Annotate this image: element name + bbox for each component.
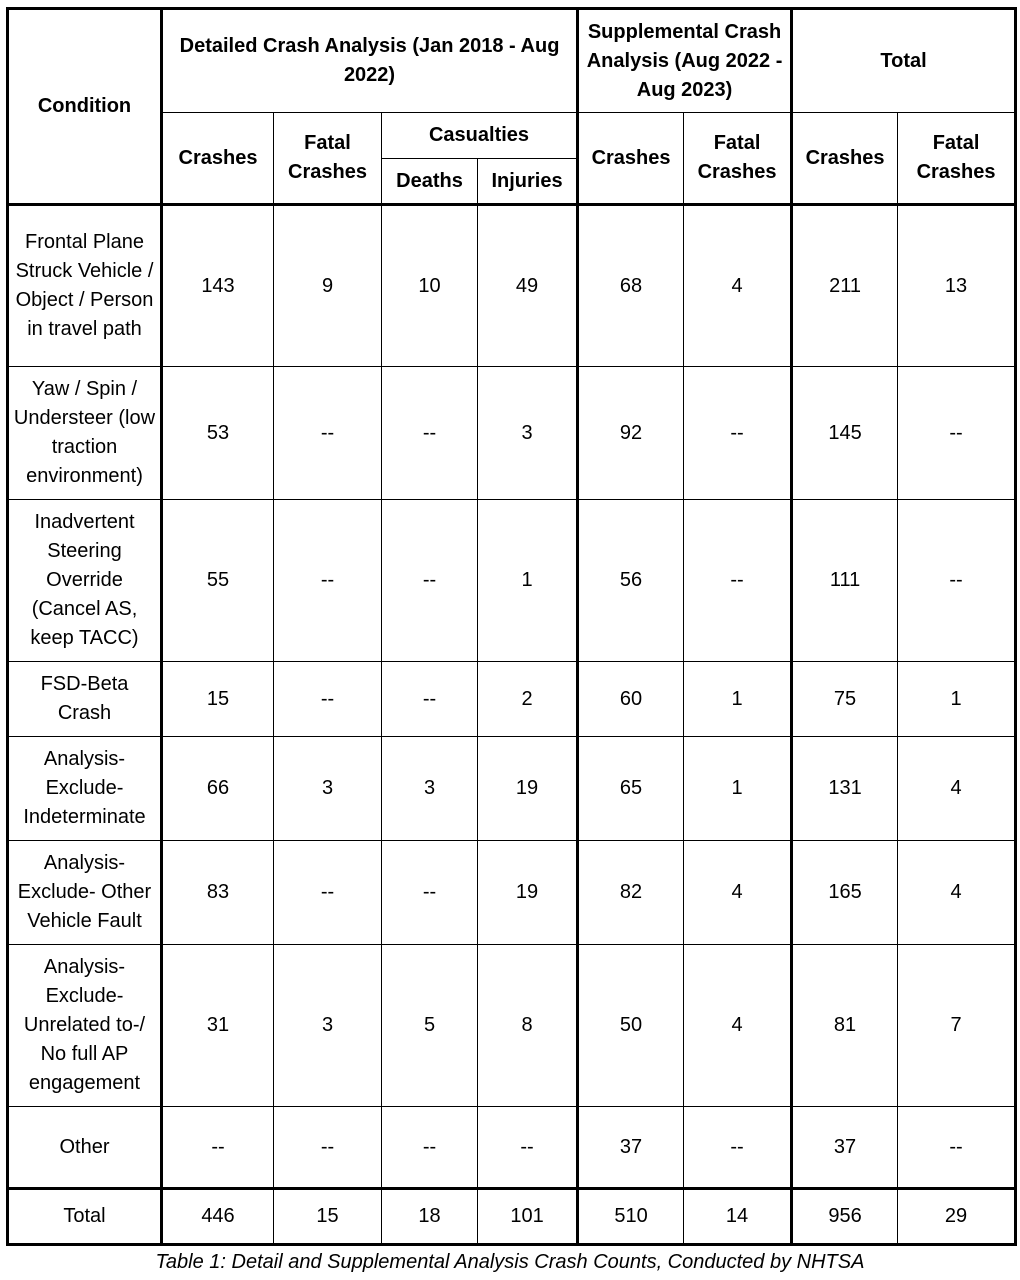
row-condition: Frontal Plane Struck Vehicle / Object / Person in travel path (8, 205, 162, 367)
cell-detailed-crashes: 66 (162, 737, 274, 841)
cell-injuries: 19 (478, 737, 578, 841)
cell-supplemental-fatal: 4 (684, 841, 792, 945)
cell-detailed-fatal: -- (274, 500, 382, 662)
cell-deaths: 18 (382, 1189, 478, 1245)
cell-deaths: 3 (382, 737, 478, 841)
header-detailed-analysis: Detailed Crash Analysis (Jan 2018 - Aug 2022) (162, 9, 578, 113)
cell-detailed-crashes: 446 (162, 1189, 274, 1245)
cell-detailed-crashes: 83 (162, 841, 274, 945)
header-condition: Condition (8, 9, 162, 205)
cell-deaths: -- (382, 662, 478, 737)
table-row (8, 945, 1016, 1107)
cell-supplemental-fatal: -- (684, 367, 792, 500)
cell-detailed-crashes: 143 (162, 205, 274, 367)
cell-supplemental-crashes: 510 (578, 1189, 684, 1245)
cell-total-fatal: 1 (898, 662, 1016, 737)
cell-injuries: 8 (478, 945, 578, 1107)
row-condition: Yaw / Spin / Understeer (low traction environment) (8, 367, 162, 500)
table-row (8, 737, 1016, 841)
table-row (8, 1107, 1016, 1189)
row-condition-total: Total (8, 1189, 162, 1245)
cell-supplemental-crashes: 82 (578, 841, 684, 945)
cell-total-crashes: 211 (792, 205, 898, 367)
cell-injuries: 101 (478, 1189, 578, 1245)
cell-detailed-fatal: 3 (274, 945, 382, 1107)
cell-detailed-fatal: -- (274, 662, 382, 737)
row-condition: Inadvertent Steering Override (Cancel AS, keep TACC) (8, 500, 162, 662)
cell-detailed-crashes: 31 (162, 945, 274, 1107)
cell-total-crashes: 81 (792, 945, 898, 1107)
table-row (8, 662, 1016, 737)
header-supplemental-crashes: Crashes (578, 113, 684, 205)
cell-supplemental-fatal: -- (684, 1107, 792, 1189)
cell-total-crashes: 111 (792, 500, 898, 662)
cell-total-crashes: 165 (792, 841, 898, 945)
header-detailed-crashes: Crashes (162, 113, 274, 205)
cell-supplemental-fatal: 4 (684, 205, 792, 367)
cell-supplemental-crashes: 68 (578, 205, 684, 367)
cell-total-fatal: -- (898, 1107, 1016, 1189)
table-total-row (8, 1189, 1016, 1245)
cell-total-crashes: 75 (792, 662, 898, 737)
header-deaths: Deaths (382, 159, 478, 205)
cell-injuries: 3 (478, 367, 578, 500)
cell-deaths: -- (382, 841, 478, 945)
header-detailed-fatal-crashes: Fatal Crashes (274, 113, 382, 205)
row-condition: Other (8, 1107, 162, 1189)
cell-detailed-fatal: -- (274, 367, 382, 500)
cell-total-fatal: -- (898, 367, 1016, 500)
cell-detailed-crashes: 15 (162, 662, 274, 737)
table-body (8, 205, 1016, 1245)
cell-total-crashes: 145 (792, 367, 898, 500)
header-total-fatal-crashes: Fatal Crashes (898, 113, 1016, 205)
cell-supplemental-crashes: 56 (578, 500, 684, 662)
row-condition: FSD-Beta Crash (8, 662, 162, 737)
cell-injuries: -- (478, 1107, 578, 1189)
cell-supplemental-crashes: 60 (578, 662, 684, 737)
cell-injuries: 49 (478, 205, 578, 367)
cell-supplemental-crashes: 65 (578, 737, 684, 841)
cell-total-fatal: 13 (898, 205, 1016, 367)
cell-detailed-fatal: 15 (274, 1189, 382, 1245)
cell-total-fatal: 4 (898, 737, 1016, 841)
header-supplemental-analysis: Supplemental Crash Analysis (Aug 2022 - Aug 2023) (578, 9, 792, 113)
cell-supplemental-fatal: 1 (684, 737, 792, 841)
cell-supplemental-fatal: -- (684, 500, 792, 662)
row-condition: Analysis-Exclude-Unrelated to-/ No full AP engagement (8, 945, 162, 1107)
cell-deaths: -- (382, 1107, 478, 1189)
table-caption: Table 1: Detail and Supplemental Analysis Crash Counts, Conducted by NHTSA (155, 1251, 865, 1273)
header-supplemental-fatal-crashes: Fatal Crashes (684, 113, 792, 205)
cell-deaths: -- (382, 367, 478, 500)
header-casualties: Casualties (382, 113, 578, 159)
row-condition: Analysis-Exclude- Other Vehicle Fault (8, 841, 162, 945)
cell-total-fatal: 7 (898, 945, 1016, 1107)
table-row (8, 367, 1016, 500)
table-row (8, 841, 1016, 945)
cell-supplemental-crashes: 50 (578, 945, 684, 1107)
cell-total-crashes: 131 (792, 737, 898, 841)
cell-detailed-fatal: 9 (274, 205, 382, 367)
table-row (8, 205, 1016, 367)
cell-deaths: 10 (382, 205, 478, 367)
cell-supplemental-fatal: 14 (684, 1189, 792, 1245)
table-row (8, 500, 1016, 662)
cell-detailed-fatal: -- (274, 1107, 382, 1189)
row-condition: Analysis-Exclude-Indeterminate (8, 737, 162, 841)
cell-total-crashes: 956 (792, 1189, 898, 1245)
cell-detailed-fatal: 3 (274, 737, 382, 841)
cell-supplemental-fatal: 4 (684, 945, 792, 1107)
cell-total-fatal: -- (898, 500, 1016, 662)
cell-injuries: 2 (478, 662, 578, 737)
cell-deaths: 5 (382, 945, 478, 1107)
header-injuries: Injuries (478, 159, 578, 205)
header-total-crashes: Crashes (792, 113, 898, 205)
crash-counts-table (6, 7, 1017, 1246)
cell-detailed-fatal: -- (274, 841, 382, 945)
cell-total-crashes: 37 (792, 1107, 898, 1189)
cell-deaths: -- (382, 500, 478, 662)
cell-detailed-crashes: 55 (162, 500, 274, 662)
cell-supplemental-fatal: 1 (684, 662, 792, 737)
cell-supplemental-crashes: 37 (578, 1107, 684, 1189)
cell-injuries: 19 (478, 841, 578, 945)
cell-detailed-crashes: -- (162, 1107, 274, 1189)
cell-injuries: 1 (478, 500, 578, 662)
cell-total-fatal: 29 (898, 1189, 1016, 1245)
table-header (8, 9, 1016, 205)
cell-supplemental-crashes: 92 (578, 367, 684, 500)
header-total: Total (792, 9, 1016, 113)
cell-detailed-crashes: 53 (162, 367, 274, 500)
cell-total-fatal: 4 (898, 841, 1016, 945)
